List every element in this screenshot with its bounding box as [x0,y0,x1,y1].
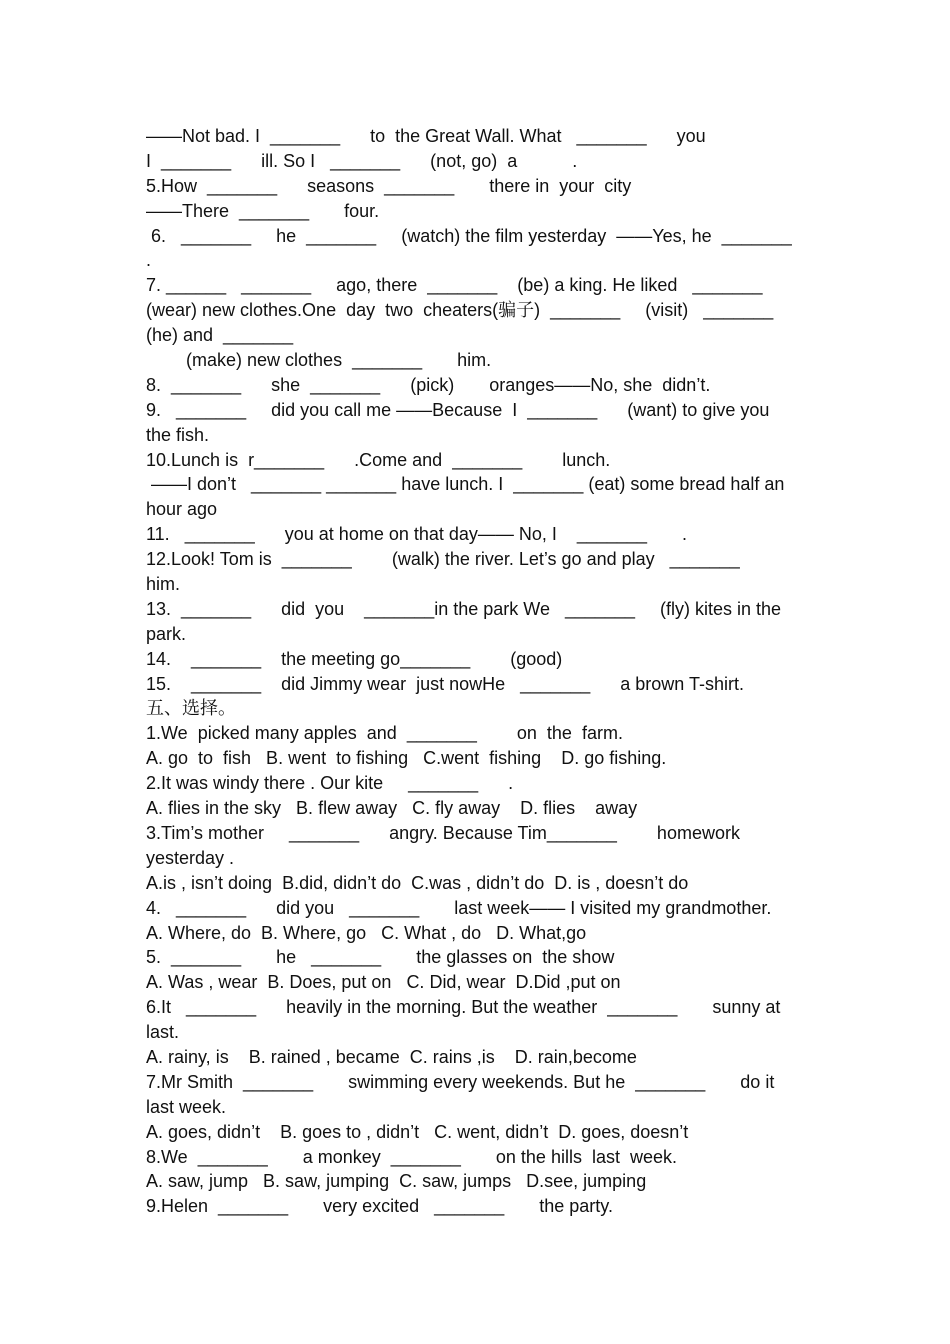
text-line: ——There _______ four. [146,200,380,221]
text-line: 1.We picked many apples and _______ on the farm. [146,723,623,744]
text-line: I _______ ill. So I _______ (not, go) a . [146,150,578,171]
text-line: 10.Lunch is r_______ .Come and _______ lunch. [146,449,611,470]
text-line: 9. _______ did you call me ——Because I _______ (want) to give you [146,399,770,420]
text-line: 5. _______ he _______ the glasses on the show [146,947,615,968]
text-line: hour ago [146,499,218,520]
text-line: A. flies in the sky B. flew away C. fly away D. flies away [146,798,638,819]
text-line: 5.How _______ seasons _______ there in your city [146,175,632,196]
text-line: 3.Tim’s mother _______ angry. Because Tim_______ homework [146,822,740,843]
text-line: 11. _______ you at home on that day—— No, I _______ . [146,524,688,545]
text-line: 7. ______ _______ ago, there _______ (be) a king. He liked _______ [146,275,763,296]
text-line: A.is , isn’t doing B.did, didn’t do C.was , didn’t do D. is , doesn’t do [146,872,689,893]
text-line: last week. [146,1096,227,1117]
text-line: 2.It was windy there . Our kite _______ . [146,773,514,794]
text-line: A. saw, jump B. saw, jumping C. saw, jumps D.see, jumping [146,1171,647,1192]
text-line: last. [146,1022,180,1043]
text-line: 8.We _______ a monkey _______ on the hills last week. [146,1146,677,1167]
text-line: 9.Helen _______ very excited _______ the party. [146,1196,613,1217]
worksheet-text [146,124,816,1219]
text-line: A. go to fish B. went to fishing C.went fishing D. go fishing. [146,748,667,769]
text-line: A. rainy, is B. rained , became C. rains ,is D. rain,become [146,1046,637,1067]
text-line: (he) and _______ [146,325,294,346]
section-heading: 五、选择。 [146,698,236,719]
text-line: 12.Look! Tom is _______ (walk) the river. Let’s go and play _______ [146,549,740,570]
text-line: him. [146,574,181,595]
text-line: ——I don’t _______ _______ have lunch. I _______ (eat) some bread half an [146,474,785,495]
text-line: yesterday . [146,847,235,868]
text-line: 7.Mr Smith _______ swimming every weekends. But he _______ do it [146,1071,775,1092]
text-line: (wear) new clothes.One day two cheaters(骗子) _______ (visit) _______ [146,300,774,321]
text-line: 13. _______ did you _______in the park We _______ (fly) kites in the [146,598,782,619]
text-line: A. Where, do B. Where, go C. What , do D. What,go [146,922,587,943]
text-line: (make) new clothes _______ him. [146,350,492,371]
text-line: . [146,250,152,271]
text-line: 6. _______ he _______ (watch) the film yesterday ——Yes, he _______ [146,225,792,246]
text-line: A. Was , wear B. Does, put on C. Did, wear D.Did ,put on [146,972,621,993]
text-line: 4. _______ did you _______ last week—— I visited my grandmother. [146,897,772,918]
text-line: A. goes, didn’t B. goes to , didn’t C. went, didn’t D. goes, doesn’t [146,1121,689,1142]
text-line: 14. _______ the meeting go_______ (good) [146,648,563,669]
text-line: 8. _______ she _______ (pick) oranges——No, she didn’t. [146,374,711,395]
text-line: the fish. [146,424,210,445]
text-line: ——Not bad. I _______ to the Great Wall. What _______ you [146,126,706,146]
text-line: 6.It _______ heavily in the morning. But the weather _______ sunny at [146,997,781,1018]
text-line: park. [146,623,187,644]
text-line: 15. _______ did Jimmy wear just nowHe _______ a brown T-shirt. [146,673,744,694]
